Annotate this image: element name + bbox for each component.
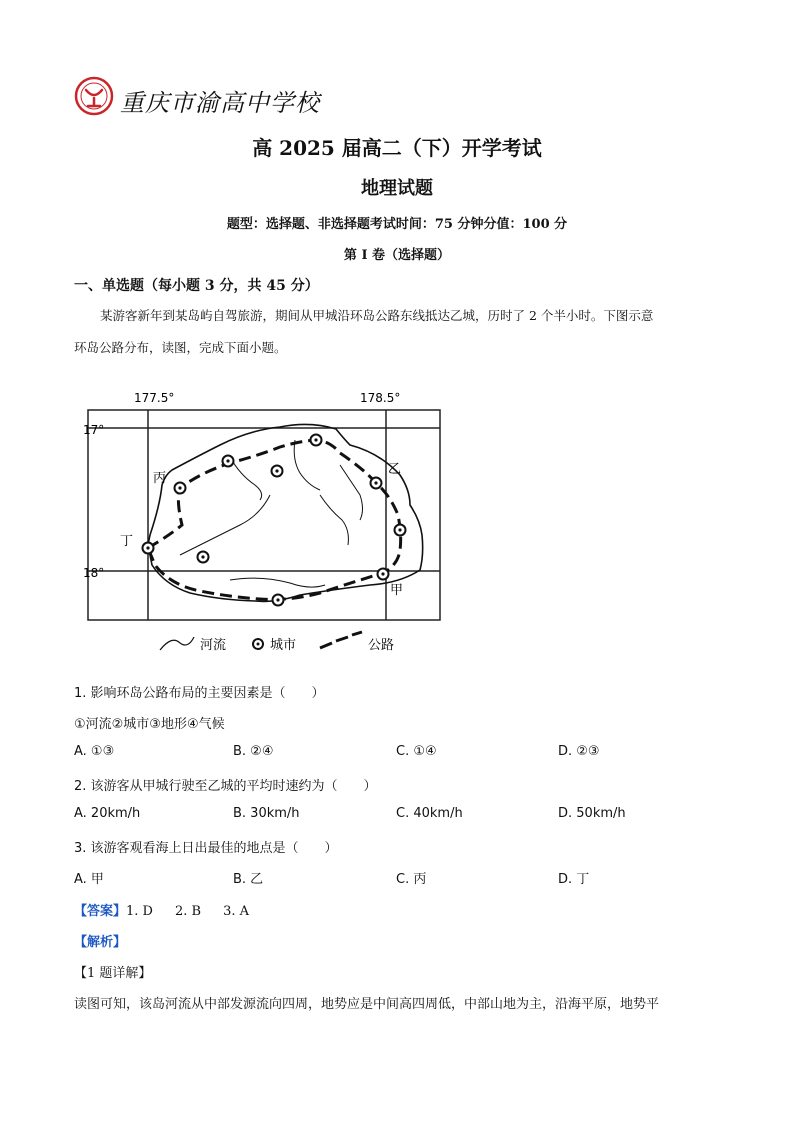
legend-road-label: 公路 bbox=[368, 638, 395, 653]
river bbox=[230, 457, 262, 500]
q2-option-c[interactable]: C. 40km/h bbox=[396, 806, 463, 821]
answer-2: 2. B bbox=[174, 904, 202, 919]
detail-text: 读图可知，该岛河流从中部发源流向四周，地势应是中间高四周低，中部山地为主，沿海平原，地势平 bbox=[74, 997, 660, 1012]
city-icon bbox=[143, 543, 154, 554]
q3-option-d[interactable]: D. 丁 bbox=[558, 872, 590, 887]
question-1-stem: 1. 影响环岛公路布局的主要因素是（ ） bbox=[74, 686, 325, 701]
q3-option-a[interactable]: A. 甲 bbox=[74, 872, 104, 887]
school-name: 重庆市渝高中学校 bbox=[120, 89, 320, 117]
q1-option-c[interactable]: C. ①④ bbox=[396, 744, 437, 759]
answer-row bbox=[74, 900, 249, 919]
city-icon bbox=[175, 483, 186, 494]
city-icon bbox=[198, 552, 209, 563]
q3-option-b[interactable]: B. 乙 bbox=[233, 872, 264, 887]
legend-city-symbol bbox=[253, 639, 263, 649]
map-frame bbox=[88, 410, 440, 620]
section-heading: 一、单选题（每小题 3 分，共 45 分） bbox=[74, 278, 319, 294]
lon-label-1: 177.5° bbox=[134, 391, 175, 405]
river bbox=[230, 578, 325, 587]
intro-line-2: 环岛公路分布，读图，完成下面小题。 bbox=[74, 340, 287, 355]
q2-option-a[interactable]: A. 20km/h bbox=[74, 806, 141, 821]
lat-label-2: 18° bbox=[83, 566, 105, 580]
river bbox=[340, 465, 363, 520]
river bbox=[180, 495, 270, 555]
city-icon bbox=[378, 569, 389, 580]
question-3-stem: 3. 该游客观看海上日出最佳的地点是（ ） bbox=[74, 841, 338, 856]
label-ding: 丁 bbox=[120, 534, 134, 549]
city-icon bbox=[272, 466, 283, 477]
q2-option-b[interactable]: B. 30km/h bbox=[233, 806, 300, 821]
island-road-map bbox=[80, 385, 450, 665]
city-icon bbox=[371, 478, 382, 489]
legend-river-label: 河流 bbox=[200, 638, 227, 653]
city-icon bbox=[395, 525, 406, 536]
q1-option-a[interactable]: A. ①③ bbox=[74, 744, 115, 759]
detail-label: 【1 题详解】 bbox=[74, 966, 152, 981]
label-yi: 乙 bbox=[388, 462, 402, 477]
q1-option-d[interactable]: D. ②③ bbox=[558, 744, 600, 759]
q1-option-b[interactable]: B. ②④ bbox=[233, 744, 274, 759]
label-bing: 丙 bbox=[153, 471, 167, 486]
answer-label: 【答案】 bbox=[74, 904, 127, 919]
city-icon bbox=[223, 456, 234, 467]
label-jia: 甲 bbox=[390, 583, 404, 598]
analysis-label: 【解析】 bbox=[74, 935, 127, 950]
legend-road-symbol bbox=[320, 632, 362, 648]
river bbox=[294, 440, 320, 490]
lat-label-1: 17° bbox=[83, 423, 105, 437]
question-1-extra: ①河流②城市③地形④气候 bbox=[74, 717, 225, 732]
q3-option-c[interactable]: C. 丙 bbox=[396, 872, 427, 887]
legend-city-label: 城市 bbox=[270, 638, 297, 653]
q2-option-d[interactable]: D. 50km/h bbox=[558, 806, 626, 821]
exam-title: 高 2025 届高二（下）开学考试 bbox=[252, 136, 542, 160]
city-icon bbox=[273, 595, 284, 606]
intro-line-1: 某游客新年到某岛屿自驾旅游，期间从甲城沿环岛公路东线抵达乙城，历时了 2 个半小时。下图示意 bbox=[100, 308, 654, 323]
legend-river-symbol bbox=[160, 637, 194, 650]
city-icon bbox=[311, 435, 322, 446]
question-2-stem: 2. 该游客从甲城行驶至乙城的平均时速约为（ ） bbox=[74, 779, 377, 794]
answer-1: 1. D bbox=[126, 904, 153, 919]
ring-road bbox=[148, 440, 404, 599]
exam-meta: 题型：选择题、非选择题考试时间：75 分钟分值：100 分 bbox=[226, 217, 568, 232]
river bbox=[320, 495, 348, 545]
lon-label-2: 178.5° bbox=[360, 391, 401, 405]
exam-subtitle: 地理试题 bbox=[361, 178, 433, 199]
answer-3: 3. A bbox=[223, 904, 250, 919]
school-seal-icon bbox=[74, 76, 114, 116]
volume-heading: 第 I 卷（选择题） bbox=[343, 248, 451, 263]
